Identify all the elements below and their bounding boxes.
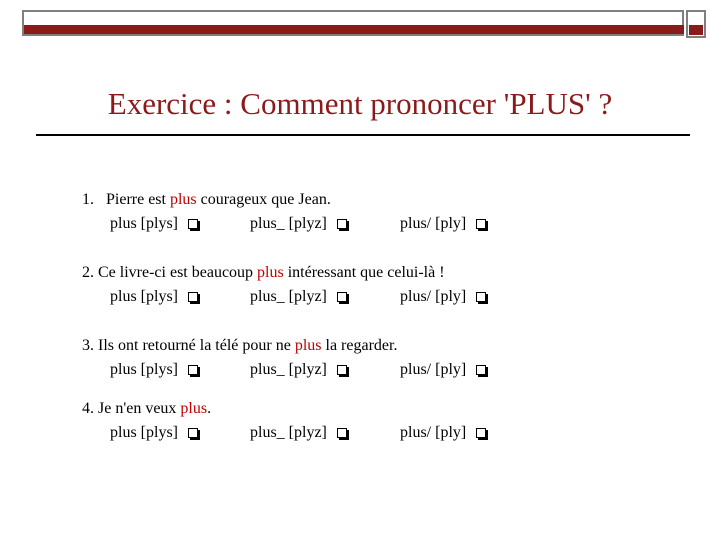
option-ply <box>400 212 486 236</box>
decorative-header-bar <box>22 10 706 38</box>
option-label: plus/ [ply] <box>400 215 467 232</box>
question-sentence <box>82 334 397 358</box>
question-1 <box>82 188 467 236</box>
option-plys <box>110 285 198 309</box>
option-ply <box>400 358 486 382</box>
question-sentence <box>82 397 211 421</box>
sentence-end: courageux que Jean. <box>196 191 331 208</box>
option-label: plus_ [plyz] <box>250 424 327 441</box>
highlighted-plus: plus <box>169 191 197 208</box>
empty-checkbox-icon[interactable] <box>337 292 347 302</box>
answer-options <box>82 358 467 382</box>
empty-checkbox-icon[interactable] <box>476 292 486 302</box>
option-label: plus_ [plyz] <box>250 215 327 232</box>
option-label: plus_ [plyz] <box>250 361 327 378</box>
question-3 <box>82 334 467 382</box>
option-ply <box>400 285 486 309</box>
option-plyz <box>250 212 347 236</box>
question-sentence <box>82 261 445 285</box>
option-plyz <box>250 421 347 445</box>
option-label: plus_ [plyz] <box>250 288 327 305</box>
empty-checkbox-icon[interactable] <box>476 365 486 375</box>
empty-checkbox-icon[interactable] <box>476 428 486 438</box>
highlighted-plus: plus <box>180 400 208 417</box>
highlighted-plus: plus <box>257 264 284 281</box>
option-label: plus [plys] <box>110 288 178 305</box>
option-plyz <box>250 285 347 309</box>
sentence-end: intéressant que celui-là ! <box>283 264 445 281</box>
option-label: plus/ [ply] <box>400 361 467 378</box>
sentence-end: . <box>207 400 212 417</box>
option-plys <box>110 421 198 445</box>
sentence-start: 3. Ils ont retourné la télé pour ne <box>82 337 295 354</box>
option-label: plus/ [ply] <box>400 424 467 441</box>
sentence-start: 4. Je n'en veux <box>82 400 181 417</box>
option-label: plus [plys] <box>110 424 178 441</box>
option-plyz <box>250 358 347 382</box>
option-label: plus/ [ply] <box>400 288 467 305</box>
option-plys <box>110 212 198 236</box>
highlighted-plus: plus <box>294 337 322 354</box>
empty-checkbox-icon[interactable] <box>476 219 486 229</box>
header-accent-stripe <box>24 25 684 34</box>
sentence-start: 1. Pierre est <box>82 191 170 208</box>
question-sentence <box>82 188 331 212</box>
header-corner-square <box>686 10 706 38</box>
question-4 <box>82 397 467 445</box>
option-label: plus [plys] <box>110 361 178 378</box>
title-underline <box>36 134 690 136</box>
empty-checkbox-icon[interactable] <box>337 219 347 229</box>
option-ply <box>400 421 486 445</box>
option-plys <box>110 358 198 382</box>
empty-checkbox-icon[interactable] <box>188 219 198 229</box>
sentence-end: la regarder. <box>321 337 398 354</box>
slide-title: Exercice : Comment prononcer 'PLUS' ? <box>107 86 613 121</box>
empty-checkbox-icon[interactable] <box>188 365 198 375</box>
corner-square-fill <box>689 25 703 35</box>
empty-checkbox-icon[interactable] <box>188 292 198 302</box>
answer-options <box>82 212 467 236</box>
sentence-start: 2. Ce livre-ci est beaucoup <box>82 264 258 281</box>
answer-options <box>82 421 467 445</box>
option-label: plus [plys] <box>110 215 178 232</box>
answer-options <box>82 285 467 309</box>
empty-checkbox-icon[interactable] <box>188 428 198 438</box>
empty-checkbox-icon[interactable] <box>337 428 347 438</box>
question-2 <box>82 261 467 309</box>
empty-checkbox-icon[interactable] <box>337 365 347 375</box>
